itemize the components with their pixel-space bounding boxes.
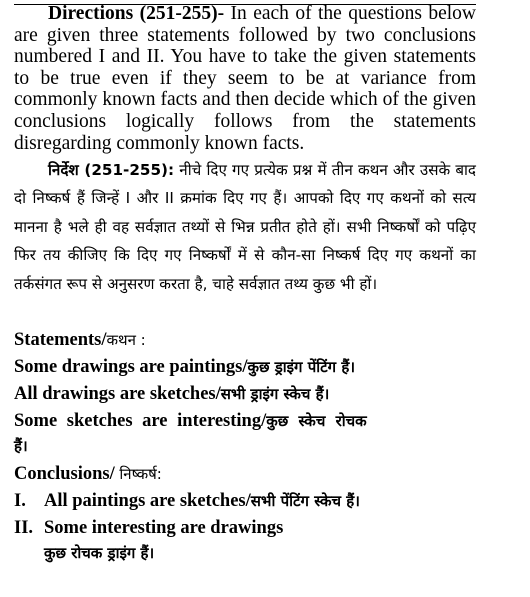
directions-hindi-text: नीचे दिए गए प्रत्येक प्रश्न में तीन कथन और उसके बाद दो निष्कर्ष हैं जिन्हें I और II क्रमांक दिए गए हैं। आपको दिए गए कथनों को सत्य मानना है भले ही वह सर्वज्ञात तथ्यों से भिन्न प्रतीत होते हों। सभी निष्कर्षों को पढ़िए फिर तय कीजिए कि दिए गए निष्कर्षों में से कौन-सा निष्कर्ष दिए गए कथनों का तर्कसंगत रूप से अनुसरण करता है, चाहे सर्वज्ञात तथ्य कुछ भी हों। bbox=[14, 161, 476, 293]
directions-english bbox=[14, 3, 476, 154]
conclusion-2-hindi: कुछ रोचक ड्राइंग हैं। bbox=[44, 544, 155, 562]
conclusion-1: I. All paintings are sketches/सभी पेंटिंग स्केच हैं। bbox=[14, 491, 360, 511]
directions-text: In each of the questions below are given three statements followed by two conclusions numbered I and II. You have to take the given statements to be true even if they seem to be at variance from commonly known facts and then decide which of the given conclusions logically follows from the statements disregarding commonly known facts. bbox=[14, 3, 476, 154]
directions-label: Directions (251-255)- bbox=[48, 3, 225, 24]
conclusions-heading: Conclusions/ निष्कर्ष: bbox=[14, 464, 162, 484]
conclusion-2: II. Some interesting are drawings bbox=[14, 518, 284, 538]
directions-hindi-label: निर्देश (251-255): bbox=[48, 161, 175, 179]
statement-1: Some drawings are paintings/कुछ ड्राइंग पेंटिंग हैं। bbox=[14, 357, 355, 377]
statements-heading: Statements/कथन : bbox=[14, 330, 146, 350]
statement-3-cont: हैं। bbox=[14, 437, 28, 455]
statement-3: Some sketches are interesting/कुछ स्केच रोचक bbox=[14, 411, 367, 431]
directions-hindi bbox=[14, 156, 476, 298]
statement-2: All drawings are sketches/सभी ड्राइंग स्केच हैं। bbox=[14, 384, 330, 404]
